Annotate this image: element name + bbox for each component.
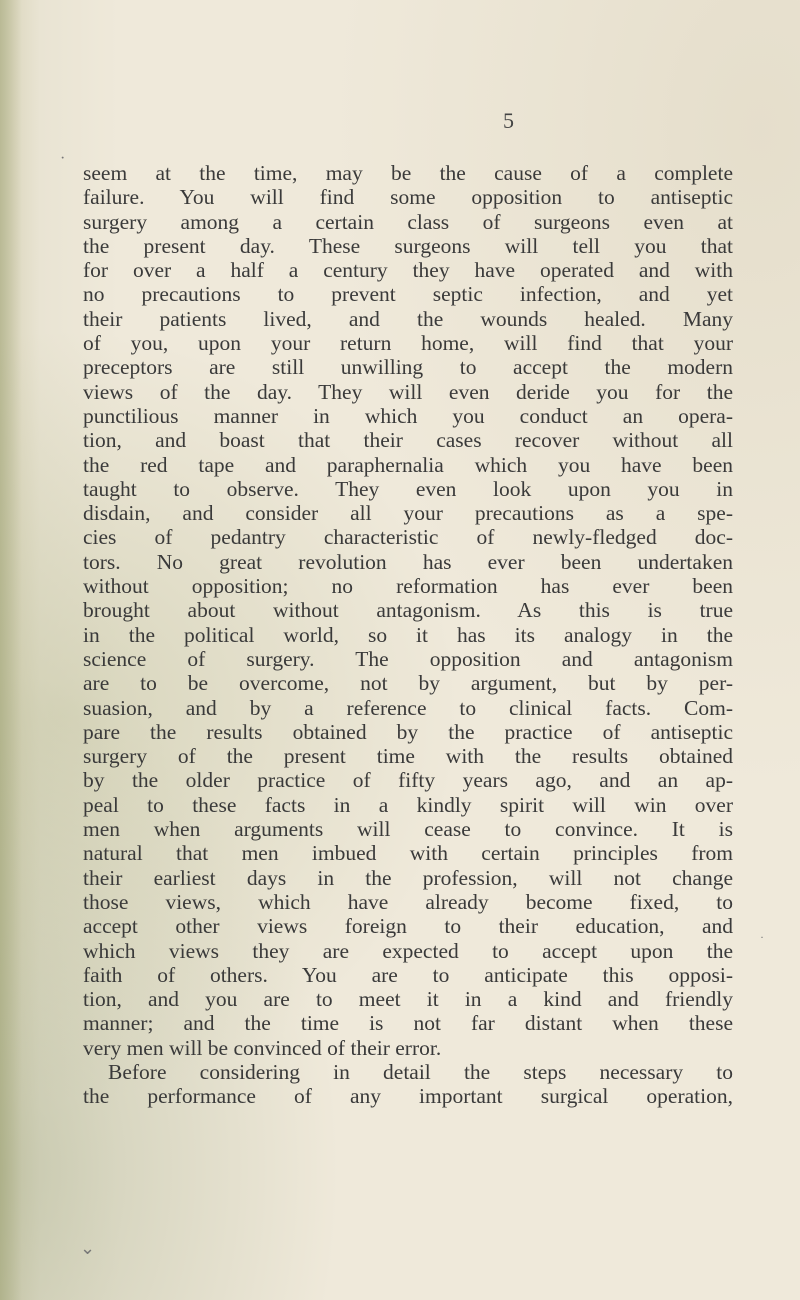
text-line: very men will be convinced of their error. [83,1035,442,1060]
text-line: manner; and the time is not far distant when these [83,1011,733,1036]
text-line: the present day. These surgeons will tell you that [83,233,733,258]
speck-mark: · [60,150,66,167]
text-line: their earliest days in the profession, will not change [83,865,733,890]
text-line: by the older practice of fifty years ago, and an ap- [83,768,733,793]
text-line: which views they are expected to accept upon the [83,938,733,963]
text-line: the performance of any important surgical operation, [83,1084,733,1109]
text-line: surgery among a certain class of surgeons even at [83,209,733,234]
text-line: faith of others. You are to anticipate this opposi- [83,962,733,987]
text-line: accept other views foreign to their education, and [83,914,733,939]
text-line: natural that men imbued with certain principles from [83,841,733,866]
text-line: tion, and boast that their cases recover without all [83,428,733,453]
text-line: failure. You will find some opposition to antiseptic [83,185,733,210]
text-line: are to be overcome, not by argument, but by per- [83,671,733,696]
page-number: 5 [503,108,514,133]
text-line: peal to these facts in a kindly spirit will win over [83,792,733,817]
text-line: the red tape and paraphernalia which you have been [83,452,733,477]
text-line: in the political world, so it has its analogy in the [83,622,733,647]
text-line: views of the day. They will even deride you for the [83,379,733,404]
text-line: for over a half a century they have operated and with [83,258,733,283]
speck-mark: · [760,930,764,944]
text-line: pare the results obtained by the practice of antiseptic [83,719,733,744]
text-line: taught to observe. They even look upon you in [83,476,733,501]
text-line: preceptors are still unwilling to accept the modern [83,355,733,380]
text-line: men when arguments will cease to convince. It is [83,817,733,842]
text-line: Before considering in detail the steps necessary to [108,1059,733,1084]
body-text [83,161,733,1109]
text-line: cies of pedantry characteristic of newly-fledged doc- [83,525,733,550]
text-line: suasion, and by a reference to clinical facts. Com- [83,695,733,720]
text-line: brought about without antagonism. As this is true [83,598,733,623]
text-line: tors. No great revolution has ever been undertaken [83,549,733,574]
text-line: of you, upon your return home, will find that your [83,331,733,356]
text-line: disdain, and consider all your precautions as a spe- [83,501,733,526]
text-line: surgery of the present time with the results obtained [83,744,733,769]
text-line: seem at the time, may be the cause of a complete [83,161,733,185]
text-line: their patients lived, and the wounds healed. Many [83,306,733,331]
text-line: those views, which have already become fixed, to [83,889,733,914]
page-edge-shading [0,0,22,1300]
text-line: science of surgery. The opposition and antagonism [83,646,733,671]
text-line: without opposition; no reformation has ever been [83,574,733,599]
text-line: punctilious manner in which you conduct an opera- [83,403,733,428]
text-line: no precautions to prevent septic infection, and yet [83,282,733,307]
speck-mark: ⌄ [80,1238,96,1258]
text-line: tion, and you are to meet it in a kind and friendly [83,987,733,1012]
